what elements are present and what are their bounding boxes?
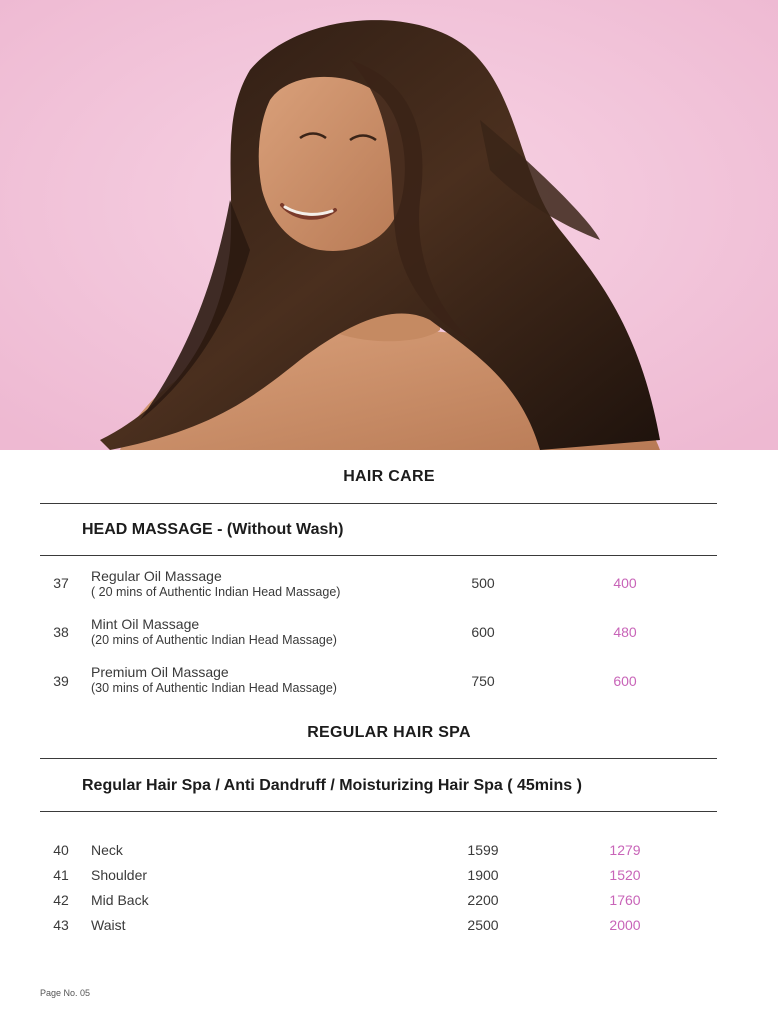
item-description: (30 mins of Authentic Indian Head Massage) — [91, 681, 337, 695]
subsection-title-head-massage: HEAD MASSAGE - (Without Wash) — [82, 521, 344, 538]
item-offer-price: 2000 — [609, 917, 641, 933]
list-item — [0, 867, 778, 889]
item-offer-price: 400 — [613, 575, 637, 591]
hero-photo — [0, 0, 778, 450]
item-price: 2500 — [467, 917, 499, 933]
item-offer-price: 480 — [613, 624, 637, 640]
item-number: 43 — [53, 917, 69, 933]
list-item — [0, 568, 778, 608]
item-number: 39 — [53, 673, 69, 689]
item-offer-price: 1520 — [609, 867, 641, 883]
item-price: 1599 — [467, 842, 499, 858]
item-price: 600 — [471, 624, 495, 640]
item-name: Waist — [91, 917, 126, 933]
item-price: 500 — [471, 575, 495, 591]
list-item — [0, 842, 778, 864]
item-name: Mint Oil Massage — [91, 616, 200, 632]
item-name: Regular Oil Massage — [91, 568, 222, 584]
item-number: 40 — [53, 842, 69, 858]
list-item — [0, 616, 778, 656]
divider — [40, 503, 717, 504]
item-description: ( 20 mins of Authentic Indian Head Massage) — [91, 585, 341, 599]
item-name: Shoulder — [91, 867, 148, 883]
list-item — [0, 892, 778, 914]
item-offer-price: 1760 — [609, 892, 641, 908]
subsection-title-hair-spa: Regular Hair Spa / Anti Dandruff / Moisturizing Hair Spa ( 45mins ) — [82, 777, 582, 794]
item-name: Mid Back — [91, 892, 149, 908]
item-offer-price: 600 — [613, 673, 637, 689]
item-price: 2200 — [467, 892, 499, 908]
item-price: 1900 — [467, 867, 499, 883]
item-offer-price: 1279 — [609, 842, 641, 858]
item-number: 38 — [53, 624, 69, 640]
hero-illustration — [0, 0, 778, 450]
item-name: Premium Oil Massage — [91, 664, 229, 680]
item-number: 37 — [53, 575, 69, 591]
item-name: Neck — [91, 842, 123, 858]
section-title-regular-hair-spa: REGULAR HAIR SPA — [307, 724, 471, 741]
list-item — [0, 917, 778, 939]
item-number: 42 — [53, 892, 69, 908]
divider — [40, 811, 717, 812]
page-number: Page No. 05 — [40, 988, 91, 998]
item-price: 750 — [471, 673, 495, 689]
item-number: 41 — [53, 867, 69, 883]
list-item — [0, 664, 778, 704]
divider — [40, 555, 717, 556]
section-title-hair-care: HAIR CARE — [343, 468, 435, 485]
divider — [40, 758, 717, 759]
item-description: (20 mins of Authentic Indian Head Massage) — [91, 633, 337, 647]
